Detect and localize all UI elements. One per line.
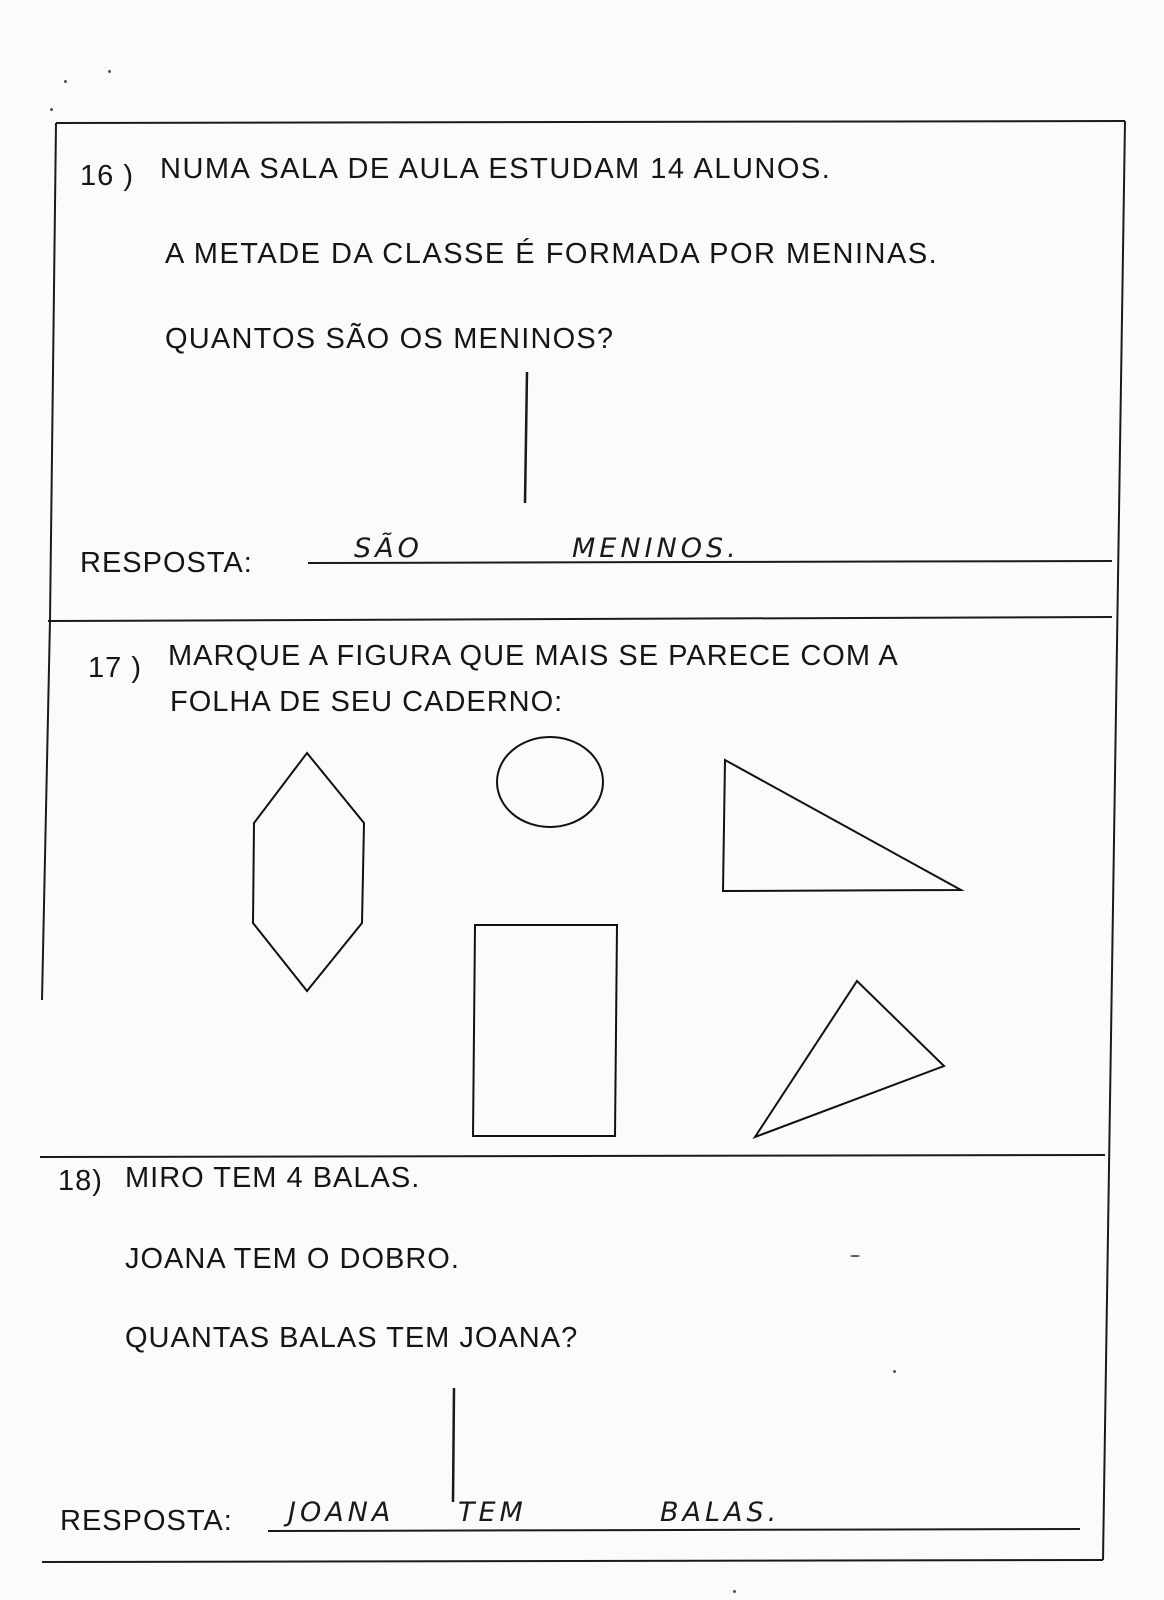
q18-line-2: JOANA TEM O DOBRO.	[125, 1243, 460, 1275]
q18-answer-word-2[interactable]: TEM	[458, 1497, 527, 1528]
q16-answer-label: RESPOSTA:	[80, 547, 253, 579]
q16-number: 16 )	[80, 160, 134, 192]
scan-speck	[64, 80, 67, 83]
q18-answer-word-1[interactable]: JOANA	[288, 1497, 395, 1528]
divider-17-18	[40, 1155, 1105, 1157]
left-border-upper	[50, 123, 56, 620]
right-triangle-icon[interactable]	[723, 760, 961, 891]
q18-line-1: MIRO TEM 4 BALAS.	[125, 1162, 421, 1194]
q16-line-1: NUMA SALA DE AULA ESTUDAM 14 ALUNOS.	[160, 153, 832, 185]
bottom-border	[42, 1560, 1103, 1562]
rectangle-icon[interactable]	[473, 925, 617, 1136]
scan-speck	[50, 108, 53, 111]
triangle-icon[interactable]	[755, 981, 944, 1137]
right-border	[1103, 121, 1125, 1560]
q18-number: 18)	[58, 1165, 103, 1197]
q17-number: 17 )	[88, 652, 142, 684]
q16-line-3: QUANTOS SÃO OS MENINOS?	[165, 323, 615, 355]
q17-line-1: MARQUE A FIGURA QUE MAIS SE PARECE COM A	[168, 640, 899, 672]
left-border-lower	[42, 620, 50, 1000]
q18-answer-word-3[interactable]: BALAS.	[660, 1497, 781, 1528]
top-border	[56, 121, 1125, 123]
divider-16-17	[48, 617, 1112, 621]
hexagon-icon[interactable]	[253, 753, 364, 991]
answer-line-18	[268, 1529, 1080, 1531]
q18-answer-label: RESPOSTA:	[60, 1505, 233, 1537]
q16-line-2: A METADE DA CLASSE É FORMADA POR MENINAS.	[165, 238, 939, 270]
q16-answer-word-2[interactable]: MENINOS.	[572, 533, 740, 564]
q17-line-2: FOLHA DE SEU CADERNO:	[170, 686, 564, 718]
scan-speck	[850, 1255, 860, 1257]
q18-line-3: QUANTAS BALAS TEM JOANA?	[125, 1322, 579, 1354]
q16-answer-word-1[interactable]: SÃO	[354, 533, 423, 564]
scan-speck	[733, 1590, 736, 1593]
calc-divider-16	[525, 372, 527, 503]
calc-divider-18	[453, 1388, 454, 1502]
scan-speck	[108, 70, 111, 73]
circle-icon[interactable]	[497, 737, 603, 827]
scan-speck	[893, 1370, 896, 1373]
